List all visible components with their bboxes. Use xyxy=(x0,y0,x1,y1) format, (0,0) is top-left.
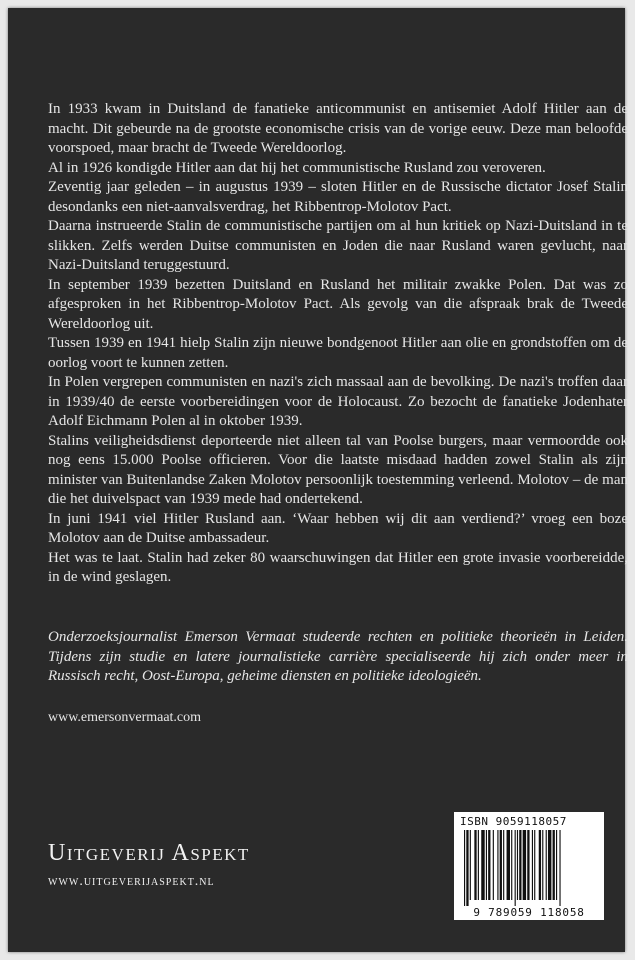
blurb-paragraph: Tussen 1939 en 1941 hielp Stalin zijn nieuwe bondgenoot Hitler aan olie en grondstoffen om de oorlog voort te kunnen zetten. xyxy=(48,335,628,371)
publisher-name: Uitgeverij Aspekt xyxy=(48,840,250,866)
author-bio: Onderzoeksjournalist Emerson Vermaat studeerde rechten en politieke theorieën in Leiden. Tijdens zijn studie en latere journalistieke carrière specialiseerde hij zich onder meer in Russisch recht, Oost-Europa, geheime diensten en politieke ideologieën. xyxy=(48,629,628,684)
blurb-text xyxy=(48,100,628,588)
blurb-paragraph: Al in 1926 kondigde Hitler aan dat hij het communistische Rusland zou veroveren. xyxy=(48,159,546,176)
isbn-barcode xyxy=(454,812,604,920)
blurb-paragraph: Zeventig jaar geleden – in augustus 1939 – sloten Hitler en de Russische dictator Josef Stalin desondanks een niet-aanvalsverdrag, het Ribbentrop-Molotov Pact. xyxy=(48,179,628,215)
blurb-paragraph: In 1933 kwam in Duitsland de fanatieke anticommunist en antisemiet Adolf Hitler aan de macht. Dit gebeurde na de grootste economische crisis van de vorige eeuw. Deze man beloofde voorspoed, maar bracht de Tweede Wereldoorlog. xyxy=(48,101,628,156)
isbn-label: ISBN 9059118057 xyxy=(460,815,567,828)
publisher-website-link[interactable]: www.uitgeverijaspekt.nl xyxy=(48,874,215,889)
barcode-bars-icon xyxy=(462,830,596,906)
blurb-paragraph: Daarna instrueerde Stalin de communistische partijen om al hun kritiek op Nazi-Duitsland in te slikken. Zelfs werden Duitse communisten en Joden die naar Rusland waren gevlucht, naar Nazi-Duitsland teruggestuurd. xyxy=(48,218,628,273)
blurb-paragraph: In Polen vergrepen communisten en nazi's zich massaal aan de bevolking. De nazi's troffen daar in 1939/40 de eerste voorbereidingen voor de Holocaust. Zo bezocht de fanatieke Jodenhater Adolf Eichmann Polen al in oktober 1939. xyxy=(48,374,628,429)
author-website-link[interactable]: www.emersonvermaat.com xyxy=(48,710,202,725)
book-back-cover xyxy=(8,8,628,952)
blurb-paragraph: Stalins veiligheidsdienst deporteerde niet alleen tal van Poolse burgers, maar vermoordde ook nog eens 15.000 Poolse officieren. Voor die laatste misdaad hadden zowel Stalin als zijn minister van Buitenlandse Zaken Molotov persoonlijk toestemming verleend. Molotov – de man die het duivelspact van 1939 mede had ondertekend. xyxy=(48,432,628,507)
ean-number: 9 789059 118058 xyxy=(473,906,585,919)
blurb-paragraph: In juni 1941 viel Hitler Rusland aan. ‘Waar hebben wij dit aan verdiend?’ vroeg een boze Molotov aan de Duitse ambassadeur. xyxy=(48,510,628,546)
blurb-paragraph: Het was te laat. Stalin had zeker 80 waarschuwingen dat Hitler een grote invasie voorbereidde, in de wind geslagen. xyxy=(48,549,628,585)
blurb-paragraph: In september 1939 bezetten Duitsland en Rusland het militair zwakke Polen. Dat was zo afgesproken in het Ribbentrop-Molotov Pact. Als gevolg van die afspraak brak de Tweede Wereldoorlog uit. xyxy=(48,276,628,332)
